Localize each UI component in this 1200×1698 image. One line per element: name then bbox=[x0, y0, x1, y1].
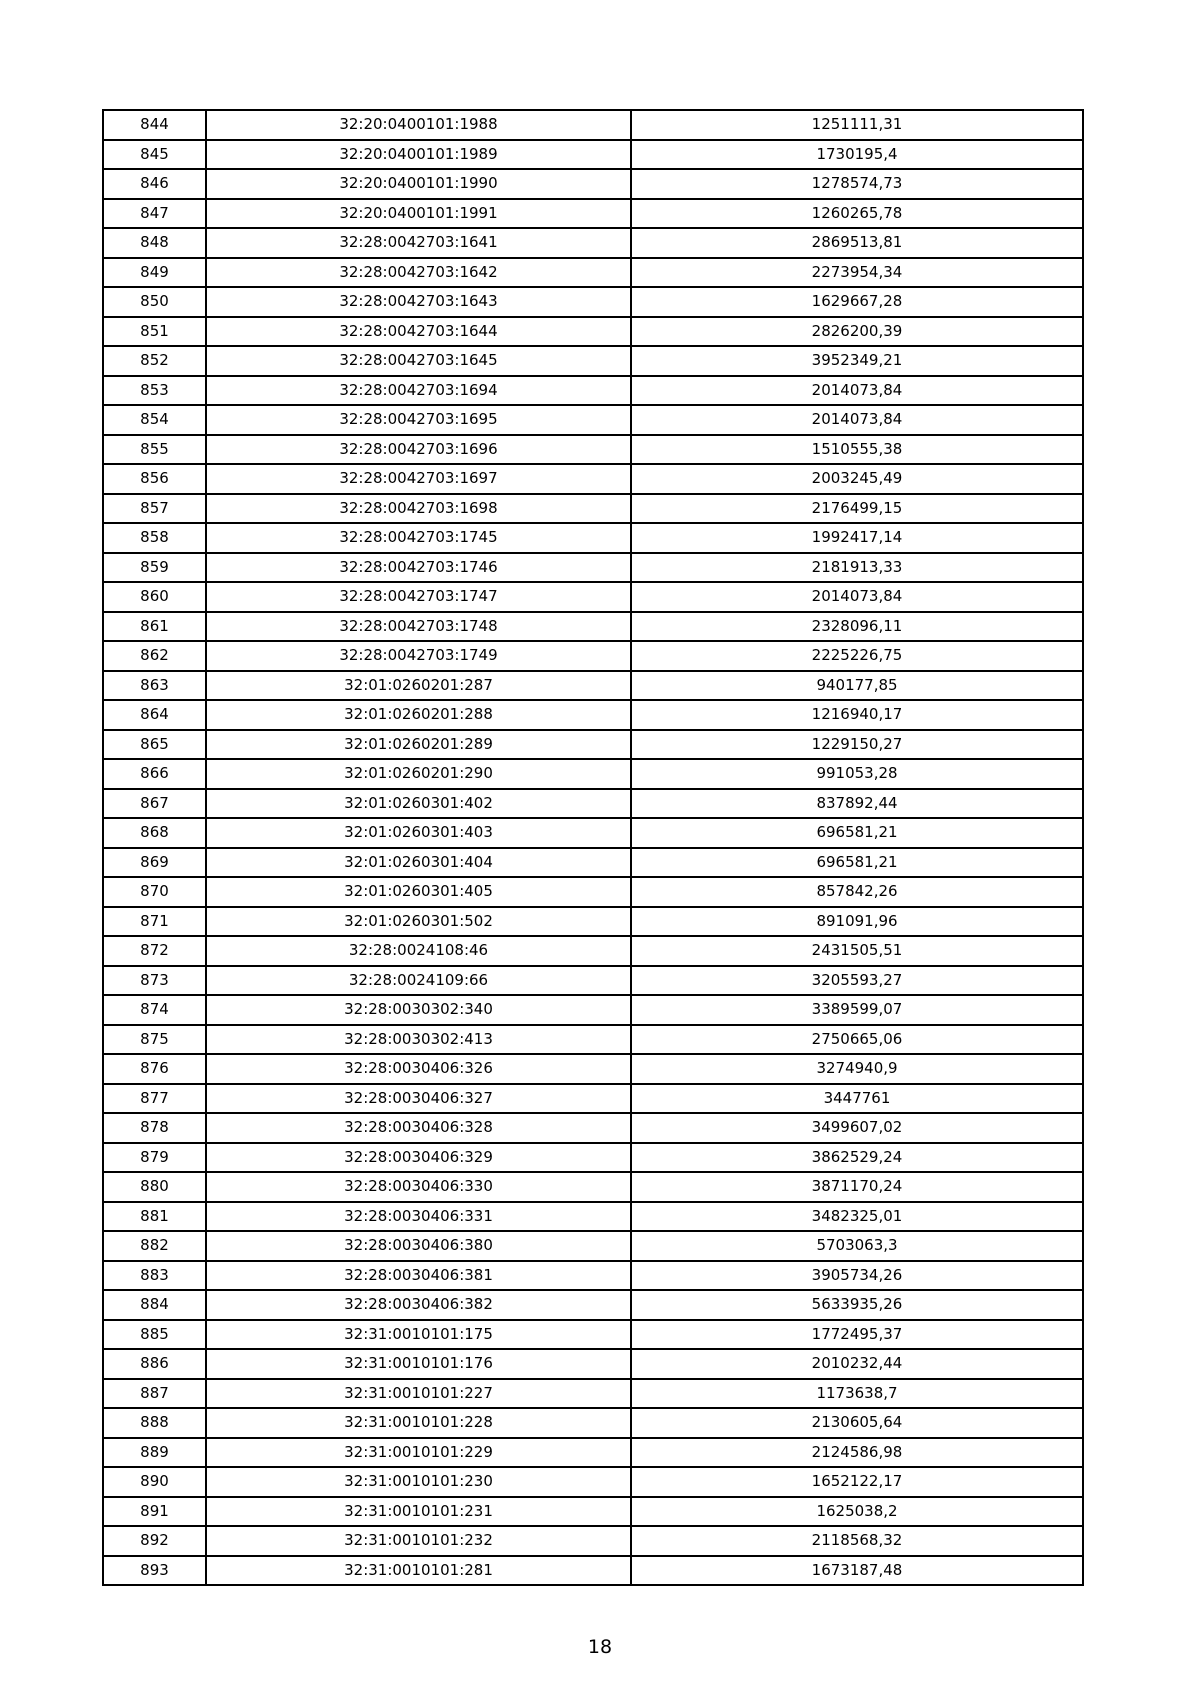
table-row bbox=[103, 1231, 1083, 1261]
table-row bbox=[103, 1379, 1083, 1409]
value-cell: 2273954,34 bbox=[631, 258, 1083, 288]
row-number-cell: 869 bbox=[103, 848, 206, 878]
row-number-cell: 872 bbox=[103, 936, 206, 966]
row-number-cell: 889 bbox=[103, 1438, 206, 1468]
row-number-cell: 867 bbox=[103, 789, 206, 819]
value-cell: 1772495,37 bbox=[631, 1320, 1083, 1350]
value-cell: 2124586,98 bbox=[631, 1438, 1083, 1468]
row-number-cell: 844 bbox=[103, 110, 206, 140]
table-row bbox=[103, 1025, 1083, 1055]
value-cell: 2225226,75 bbox=[631, 641, 1083, 671]
row-number-cell: 858 bbox=[103, 523, 206, 553]
row-number-cell: 891 bbox=[103, 1497, 206, 1527]
table-row bbox=[103, 848, 1083, 878]
table-row bbox=[103, 1290, 1083, 1320]
row-number-cell: 850 bbox=[103, 287, 206, 317]
table-row bbox=[103, 730, 1083, 760]
value-cell: 1260265,78 bbox=[631, 199, 1083, 229]
value-cell: 3482325,01 bbox=[631, 1202, 1083, 1232]
table-row bbox=[103, 1084, 1083, 1114]
value-cell: 696581,21 bbox=[631, 848, 1083, 878]
cadastral-number-cell: 32:28:0042703:1642 bbox=[206, 258, 631, 288]
row-number-cell: 877 bbox=[103, 1084, 206, 1114]
table-row bbox=[103, 1261, 1083, 1291]
table-row bbox=[103, 877, 1083, 907]
row-number-cell: 893 bbox=[103, 1556, 206, 1586]
row-number-cell: 879 bbox=[103, 1143, 206, 1173]
table-row bbox=[103, 582, 1083, 612]
cadastral-number-cell: 32:31:0010101:232 bbox=[206, 1526, 631, 1556]
table-row bbox=[103, 228, 1083, 258]
cadastral-number-cell: 32:31:0010101:281 bbox=[206, 1556, 631, 1586]
row-number-cell: 882 bbox=[103, 1231, 206, 1261]
cadastral-number-cell: 32:01:0260201:290 bbox=[206, 759, 631, 789]
value-cell: 1730195,4 bbox=[631, 140, 1083, 170]
cadastral-number-cell: 32:28:0030302:413 bbox=[206, 1025, 631, 1055]
value-cell: 837892,44 bbox=[631, 789, 1083, 819]
value-cell: 891091,96 bbox=[631, 907, 1083, 937]
row-number-cell: 876 bbox=[103, 1054, 206, 1084]
cadastral-number-cell: 32:28:0030406:327 bbox=[206, 1084, 631, 1114]
cadastral-number-cell: 32:20:0400101:1991 bbox=[206, 199, 631, 229]
row-number-cell: 888 bbox=[103, 1408, 206, 1438]
table-row bbox=[103, 317, 1083, 347]
row-number-cell: 855 bbox=[103, 435, 206, 465]
table-row bbox=[103, 169, 1083, 199]
cadastral-number-cell: 32:20:0400101:1988 bbox=[206, 110, 631, 140]
cadastral-number-cell: 32:20:0400101:1989 bbox=[206, 140, 631, 170]
cadastral-number-cell: 32:31:0010101:176 bbox=[206, 1349, 631, 1379]
table-row bbox=[103, 1349, 1083, 1379]
cadastral-number-cell: 32:01:0260201:288 bbox=[206, 700, 631, 730]
table-row bbox=[103, 1054, 1083, 1084]
row-number-cell: 883 bbox=[103, 1261, 206, 1291]
cadastral-number-cell: 32:28:0042703:1747 bbox=[206, 582, 631, 612]
row-number-cell: 880 bbox=[103, 1172, 206, 1202]
table-row bbox=[103, 612, 1083, 642]
cadastral-number-cell: 32:28:0042703:1644 bbox=[206, 317, 631, 347]
cadastral-number-cell: 32:28:0042703:1641 bbox=[206, 228, 631, 258]
value-cell: 5633935,26 bbox=[631, 1290, 1083, 1320]
table-row bbox=[103, 700, 1083, 730]
cadastral-number-cell: 32:28:0042703:1645 bbox=[206, 346, 631, 376]
value-cell: 2118568,32 bbox=[631, 1526, 1083, 1556]
table-row bbox=[103, 936, 1083, 966]
value-cell: 3905734,26 bbox=[631, 1261, 1083, 1291]
cadastral-number-cell: 32:31:0010101:227 bbox=[206, 1379, 631, 1409]
value-cell: 2431505,51 bbox=[631, 936, 1083, 966]
table-row bbox=[103, 1526, 1083, 1556]
cadastral-number-cell: 32:31:0010101:230 bbox=[206, 1467, 631, 1497]
cadastral-number-cell: 32:28:0030302:340 bbox=[206, 995, 631, 1025]
value-cell: 2869513,81 bbox=[631, 228, 1083, 258]
cadastral-number-cell: 32:28:0030406:328 bbox=[206, 1113, 631, 1143]
value-cell: 1251111,31 bbox=[631, 110, 1083, 140]
value-cell: 3499607,02 bbox=[631, 1113, 1083, 1143]
row-number-cell: 887 bbox=[103, 1379, 206, 1409]
row-number-cell: 890 bbox=[103, 1467, 206, 1497]
value-cell: 1652122,17 bbox=[631, 1467, 1083, 1497]
value-cell: 3447761 bbox=[631, 1084, 1083, 1114]
table-row bbox=[103, 199, 1083, 229]
value-cell: 1173638,7 bbox=[631, 1379, 1083, 1409]
value-cell: 3274940,9 bbox=[631, 1054, 1083, 1084]
table-row bbox=[103, 1172, 1083, 1202]
row-number-cell: 852 bbox=[103, 346, 206, 376]
row-number-cell: 892 bbox=[103, 1526, 206, 1556]
value-cell: 991053,28 bbox=[631, 759, 1083, 789]
row-number-cell: 866 bbox=[103, 759, 206, 789]
row-number-cell: 847 bbox=[103, 199, 206, 229]
table-row bbox=[103, 1143, 1083, 1173]
table-row bbox=[103, 818, 1083, 848]
value-cell: 1278574,73 bbox=[631, 169, 1083, 199]
value-cell: 1629667,28 bbox=[631, 287, 1083, 317]
cadastral-number-cell: 32:31:0010101:228 bbox=[206, 1408, 631, 1438]
table-row bbox=[103, 907, 1083, 937]
value-cell: 2003245,49 bbox=[631, 464, 1083, 494]
row-number-cell: 874 bbox=[103, 995, 206, 1025]
row-number-cell: 860 bbox=[103, 582, 206, 612]
row-number-cell: 851 bbox=[103, 317, 206, 347]
table-row bbox=[103, 641, 1083, 671]
table-row bbox=[103, 1408, 1083, 1438]
value-cell: 1625038,2 bbox=[631, 1497, 1083, 1527]
row-number-cell: 886 bbox=[103, 1349, 206, 1379]
cadastral-values-table bbox=[102, 109, 1084, 1586]
cadastral-number-cell: 32:01:0260301:404 bbox=[206, 848, 631, 878]
value-cell: 2014073,84 bbox=[631, 582, 1083, 612]
cadastral-number-cell: 32:28:0042703:1695 bbox=[206, 405, 631, 435]
cadastral-number-cell: 32:28:0042703:1643 bbox=[206, 287, 631, 317]
row-number-cell: 871 bbox=[103, 907, 206, 937]
value-cell: 857842,26 bbox=[631, 877, 1083, 907]
row-number-cell: 875 bbox=[103, 1025, 206, 1055]
cadastral-number-cell: 32:01:0260301:403 bbox=[206, 818, 631, 848]
row-number-cell: 848 bbox=[103, 228, 206, 258]
value-cell: 3389599,07 bbox=[631, 995, 1083, 1025]
table-body bbox=[103, 110, 1083, 1585]
cadastral-number-cell: 32:28:0024108:46 bbox=[206, 936, 631, 966]
value-cell: 2826200,39 bbox=[631, 317, 1083, 347]
table-row bbox=[103, 553, 1083, 583]
table-row bbox=[103, 1202, 1083, 1232]
row-number-cell: 854 bbox=[103, 405, 206, 435]
row-number-cell: 864 bbox=[103, 700, 206, 730]
row-number-cell: 868 bbox=[103, 818, 206, 848]
row-number-cell: 870 bbox=[103, 877, 206, 907]
cadastral-number-cell: 32:28:0030406:331 bbox=[206, 1202, 631, 1232]
cadastral-number-cell: 32:28:0030406:329 bbox=[206, 1143, 631, 1173]
table-row bbox=[103, 376, 1083, 406]
cadastral-number-cell: 32:28:0024109:66 bbox=[206, 966, 631, 996]
value-cell: 3205593,27 bbox=[631, 966, 1083, 996]
value-cell: 1216940,17 bbox=[631, 700, 1083, 730]
cadastral-number-cell: 32:31:0010101:231 bbox=[206, 1497, 631, 1527]
cadastral-number-cell: 32:28:0042703:1694 bbox=[206, 376, 631, 406]
cadastral-number-cell: 32:01:0260201:287 bbox=[206, 671, 631, 701]
row-number-cell: 845 bbox=[103, 140, 206, 170]
value-cell: 3871170,24 bbox=[631, 1172, 1083, 1202]
cadastral-number-cell: 32:28:0030406:380 bbox=[206, 1231, 631, 1261]
value-cell: 2010232,44 bbox=[631, 1349, 1083, 1379]
cadastral-number-cell: 32:28:0042703:1698 bbox=[206, 494, 631, 524]
value-cell: 2130605,64 bbox=[631, 1408, 1083, 1438]
table-row bbox=[103, 140, 1083, 170]
row-number-cell: 884 bbox=[103, 1290, 206, 1320]
table-row bbox=[103, 966, 1083, 996]
table-row bbox=[103, 789, 1083, 819]
row-number-cell: 881 bbox=[103, 1202, 206, 1232]
table-row bbox=[103, 1467, 1083, 1497]
value-cell: 696581,21 bbox=[631, 818, 1083, 848]
cadastral-number-cell: 32:28:0042703:1696 bbox=[206, 435, 631, 465]
row-number-cell: 861 bbox=[103, 612, 206, 642]
table-row bbox=[103, 671, 1083, 701]
table-row bbox=[103, 1497, 1083, 1527]
cadastral-number-cell: 32:28:0042703:1749 bbox=[206, 641, 631, 671]
row-number-cell: 859 bbox=[103, 553, 206, 583]
table-row bbox=[103, 1320, 1083, 1350]
table-row bbox=[103, 759, 1083, 789]
value-cell: 1510555,38 bbox=[631, 435, 1083, 465]
table-row bbox=[103, 435, 1083, 465]
table-row bbox=[103, 995, 1083, 1025]
value-cell: 2014073,84 bbox=[631, 376, 1083, 406]
value-cell: 3862529,24 bbox=[631, 1143, 1083, 1173]
value-cell: 2328096,11 bbox=[631, 612, 1083, 642]
value-cell: 3952349,21 bbox=[631, 346, 1083, 376]
table-row bbox=[103, 346, 1083, 376]
table-row bbox=[103, 1556, 1083, 1586]
value-cell: 1673187,48 bbox=[631, 1556, 1083, 1586]
row-number-cell: 885 bbox=[103, 1320, 206, 1350]
table-row bbox=[103, 405, 1083, 435]
cadastral-number-cell: 32:01:0260301:405 bbox=[206, 877, 631, 907]
cadastral-number-cell: 32:01:0260301:402 bbox=[206, 789, 631, 819]
value-cell: 2014073,84 bbox=[631, 405, 1083, 435]
row-number-cell: 846 bbox=[103, 169, 206, 199]
table-row bbox=[103, 110, 1083, 140]
table-row bbox=[103, 287, 1083, 317]
table-row bbox=[103, 523, 1083, 553]
row-number-cell: 865 bbox=[103, 730, 206, 760]
cadastral-number-cell: 32:01:0260201:289 bbox=[206, 730, 631, 760]
cadastral-number-cell: 32:28:0042703:1697 bbox=[206, 464, 631, 494]
table-row bbox=[103, 1438, 1083, 1468]
row-number-cell: 862 bbox=[103, 641, 206, 671]
cadastral-number-cell: 32:31:0010101:229 bbox=[206, 1438, 631, 1468]
cadastral-number-cell: 32:20:0400101:1990 bbox=[206, 169, 631, 199]
row-number-cell: 857 bbox=[103, 494, 206, 524]
row-number-cell: 873 bbox=[103, 966, 206, 996]
cadastral-number-cell: 32:28:0030406:382 bbox=[206, 1290, 631, 1320]
value-cell: 2176499,15 bbox=[631, 494, 1083, 524]
row-number-cell: 863 bbox=[103, 671, 206, 701]
cadastral-number-cell: 32:28:0030406:381 bbox=[206, 1261, 631, 1291]
table-row bbox=[103, 494, 1083, 524]
cadastral-number-cell: 32:28:0030406:326 bbox=[206, 1054, 631, 1084]
table-row bbox=[103, 258, 1083, 288]
row-number-cell: 849 bbox=[103, 258, 206, 288]
row-number-cell: 878 bbox=[103, 1113, 206, 1143]
value-cell: 5703063,3 bbox=[631, 1231, 1083, 1261]
cadastral-number-cell: 32:28:0042703:1745 bbox=[206, 523, 631, 553]
value-cell: 940177,85 bbox=[631, 671, 1083, 701]
table-row bbox=[103, 464, 1083, 494]
row-number-cell: 853 bbox=[103, 376, 206, 406]
cadastral-number-cell: 32:31:0010101:175 bbox=[206, 1320, 631, 1350]
cadastral-number-cell: 32:28:0030406:330 bbox=[206, 1172, 631, 1202]
row-number-cell: 856 bbox=[103, 464, 206, 494]
value-cell: 1229150,27 bbox=[631, 730, 1083, 760]
value-cell: 2750665,06 bbox=[631, 1025, 1083, 1055]
cadastral-number-cell: 32:28:0042703:1746 bbox=[206, 553, 631, 583]
cadastral-number-cell: 32:28:0042703:1748 bbox=[206, 612, 631, 642]
cadastral-number-cell: 32:01:0260301:502 bbox=[206, 907, 631, 937]
page-number: 18 bbox=[587, 1636, 613, 1658]
table-row bbox=[103, 1113, 1083, 1143]
value-cell: 1992417,14 bbox=[631, 523, 1083, 553]
value-cell: 2181913,33 bbox=[631, 553, 1083, 583]
